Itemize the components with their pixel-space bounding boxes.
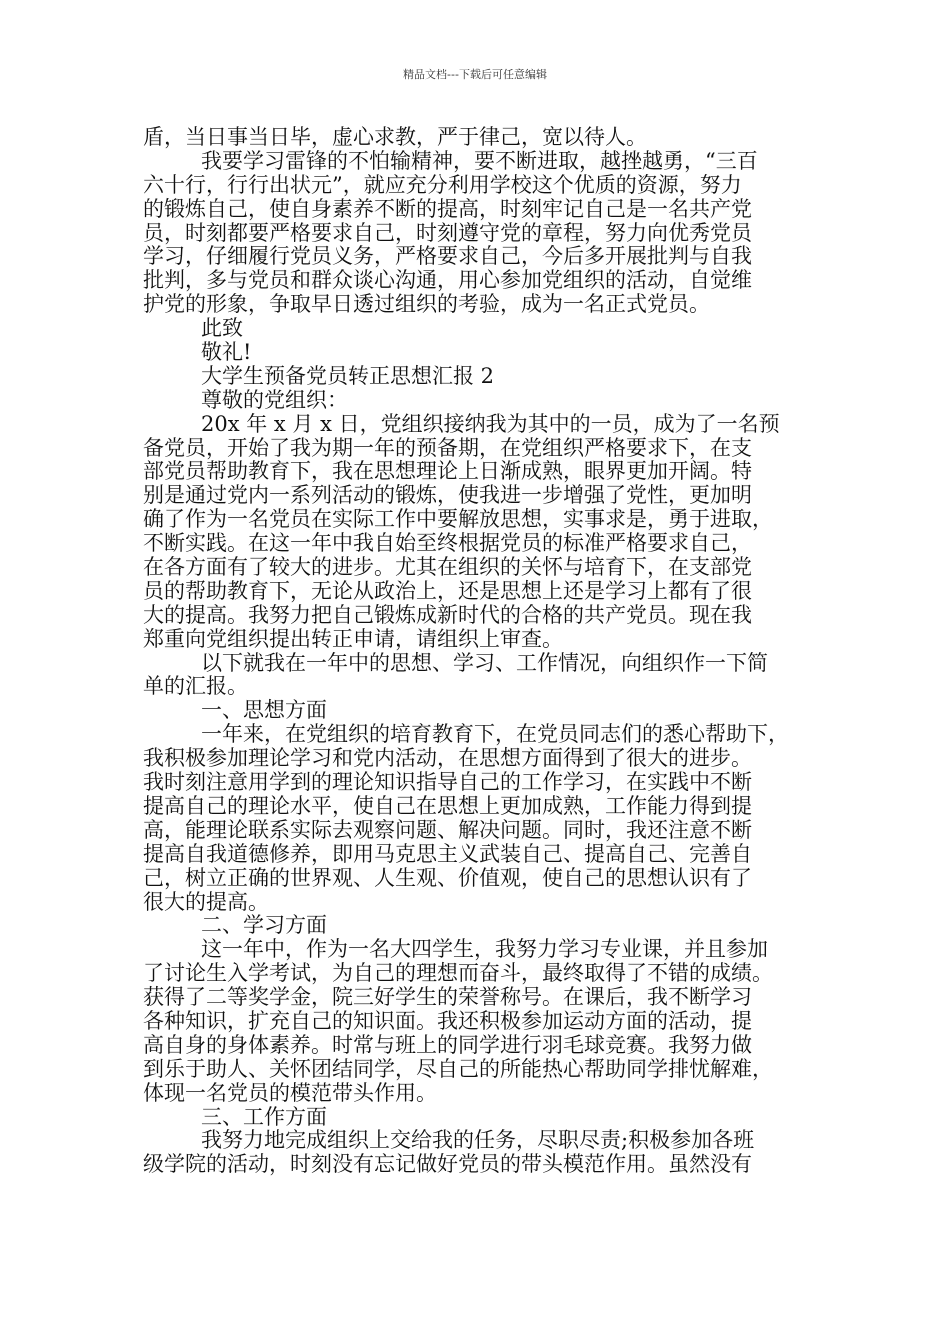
text-line: 大的提高。我努力把自己锻炼成新时代的合格的共产党员。现在我	[143, 602, 752, 627]
text-line: 各种知识，扩充自己的知识面。我还积极参加运动方面的活动，提	[143, 1008, 752, 1033]
text-line: 备党员，开始了我为期一年的预备期，在党组织严格要求下，在支	[143, 435, 752, 460]
page-header: 精品文档---下载后可任意编辑	[403, 68, 547, 81]
text-line: 这一年中，作为一名大四学生，我努力学习专业课，并且参加	[201, 937, 768, 962]
text-line: 别是通过党内一系列活动的锻炼，使我进一步增强了党性，更加明	[143, 483, 752, 508]
text-line: 高自身的身体素养。时常与班上的同学进行羽毛球竞赛。我努力做	[143, 1032, 752, 1057]
text-line: 单的汇报。	[143, 674, 248, 699]
text-line: 尊敬的党组织：	[201, 387, 348, 412]
text-line: 郑重向党组织提出转正申请，请组织上审查。	[143, 626, 563, 651]
text-line: 我积极参加理论学习和党内活动，在思想方面得到了很大的进步。	[143, 746, 752, 771]
text-line: 在各方面有了较大的进步。尤其在组织的关怀与培育下，在支部党	[143, 555, 752, 580]
text-line: 我时刻注意用学到的理论知识指导自己的工作学习，在实践中不断	[143, 770, 752, 795]
text-line: 盾，当日事当日毕，虚心求教，严于律己，宽以待人。	[143, 125, 647, 149]
text-line: 部党员帮助教育下，我在思想理论上日渐成熟，眼界更加开阔。特	[143, 459, 752, 484]
text-line: 一年来，在党组织的培育教育下，在党员同志们的悉心帮助下，	[201, 722, 789, 747]
text-line: 提高自己的理论水平，使自己在思想上更加成熟，工作能力得到提	[143, 793, 752, 818]
text-line: 以下就我在一年中的思想、学习、工作情况，向组织作一下简	[201, 650, 768, 675]
text-line: 不断实践。在这一年中我自始至终根据党员的标准严格要求自己，	[143, 531, 752, 556]
text-line: 批判，多与党员和群众谈心沟通，用心参加党组织的活动，自觉维	[143, 268, 752, 293]
text-line: 二、学习方面	[201, 913, 327, 938]
text-line: 提高自我道德修养，即用马克思主义武装自己、提高自己、完善自	[143, 841, 752, 866]
text-line: 确了作为一名党员在实际工作中要解放思想，实事求是，勇于进取，	[143, 507, 773, 532]
text-line: 敬礼!	[201, 340, 252, 365]
text-line: 级学院的活动，时刻没有忘记做好党员的带头模范作用。虽然没有	[143, 1152, 752, 1177]
text-line: 己，树立正确的世界观、人生观、价值观，使自己的思想认识有了	[143, 865, 752, 890]
text-line: 很大的提高。	[143, 889, 269, 914]
text-line: 此致	[201, 316, 243, 341]
text-line: 到乐于助人、关怀团结同学，尽自己的所能热心帮助同学排忧解难，	[143, 1056, 773, 1081]
text-line: 三、工作方面	[201, 1104, 327, 1129]
text-line: 学习，仔细履行党员义务，严格要求自己，今后多开展批判与自我	[143, 244, 752, 269]
text-line: 护党的形象，争取早日透过组织的考验，成为一名正式党员。	[143, 292, 710, 317]
text-line: 20x 年 x 月 x 日，党组织接纳我为其中的一员，成为了一名预	[201, 411, 780, 436]
document-body	[143, 126, 813, 1177]
text-line: 体现一名党员的模范带头作用。	[143, 1080, 437, 1105]
text-line: 员，时刻都要严格要求自己，时刻遵守党的章程，努力向优秀党员	[143, 220, 752, 245]
text-line: 获得了二等奖学金，院三好学生的荣誉称号。在课后，我不断学习	[143, 985, 752, 1010]
text-line: 我努力地完成组织上交给我的任务，尽职尽责;积极参加各班	[201, 1128, 755, 1153]
text-line: 员的帮助教育下，无论从政治上，还是思想上还是学习上都有了很	[143, 578, 752, 603]
text-line: 一、思想方面	[201, 698, 327, 723]
text-line: 六十行，行行出状元”，就应充分利用学校这个优质的资源，努力	[143, 172, 742, 197]
text-line: 大学生预备党员转正思想汇报 2	[201, 363, 495, 388]
text-line: 的锻炼自己，使自身素养不断的提高，时刻牢记自己是一名共产党	[143, 196, 752, 221]
text-line: 高，能理论联系实际去观察问题、解决问题。同时，我还注意不断	[143, 817, 752, 842]
text-line: 了讨论生入学考试，为自己的理想而奋斗，最终取得了不错的成绩。	[143, 961, 773, 986]
text-line: 我要学习雷锋的不怕输精神，要不断进取，越挫越勇，“三百	[201, 148, 758, 173]
